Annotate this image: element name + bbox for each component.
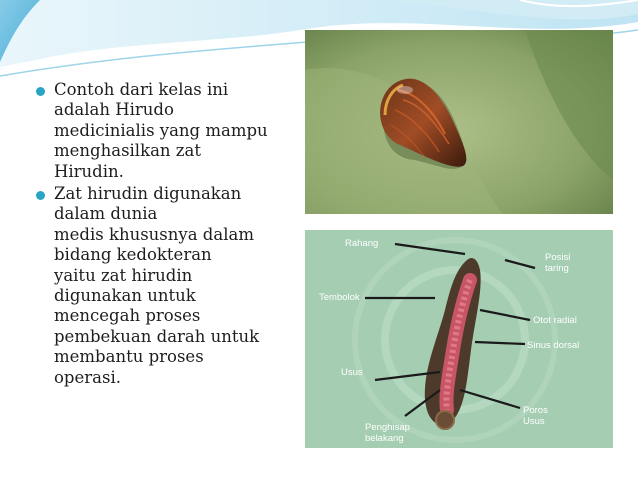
label-usus-2: Usus — [523, 416, 545, 427]
bullet-text: Contoh dari kelas ini adalah Hirudo medicinialis yang mampu menghasilkan zat Hirudin. — [54, 80, 268, 181]
bullet-item — [36, 80, 298, 182]
bullet-dot-icon — [36, 87, 45, 96]
label-posisi: Posisi — [545, 252, 571, 263]
label-penghisap: Penghisap — [365, 422, 410, 433]
label-tembolok: Tembolok — [319, 292, 360, 303]
leech-photo — [305, 30, 613, 214]
leech-anatomy-diagram — [305, 230, 613, 448]
label-otot-radial: Otot radial — [533, 315, 577, 326]
bullet-list — [36, 80, 298, 390]
label-usus: Usus — [341, 367, 363, 378]
bullet-item — [36, 184, 298, 388]
label-sinus-dorsal: Sinus dorsal — [527, 340, 580, 351]
label-belakang: belakang — [365, 433, 404, 444]
label-rahang: Rahang — [345, 238, 379, 249]
label-taring: taring — [545, 263, 569, 274]
label-poros: Poros — [523, 405, 548, 416]
bullet-text: Zat hirudin digunakan dalam dunia medis khususnya dalam bidang kedokteran yaitu zat hirudin digunakan untuk mencegah proses pembekuan darah untuk membantu proses operasi. — [54, 184, 260, 387]
bullet-dot-icon — [36, 191, 45, 200]
